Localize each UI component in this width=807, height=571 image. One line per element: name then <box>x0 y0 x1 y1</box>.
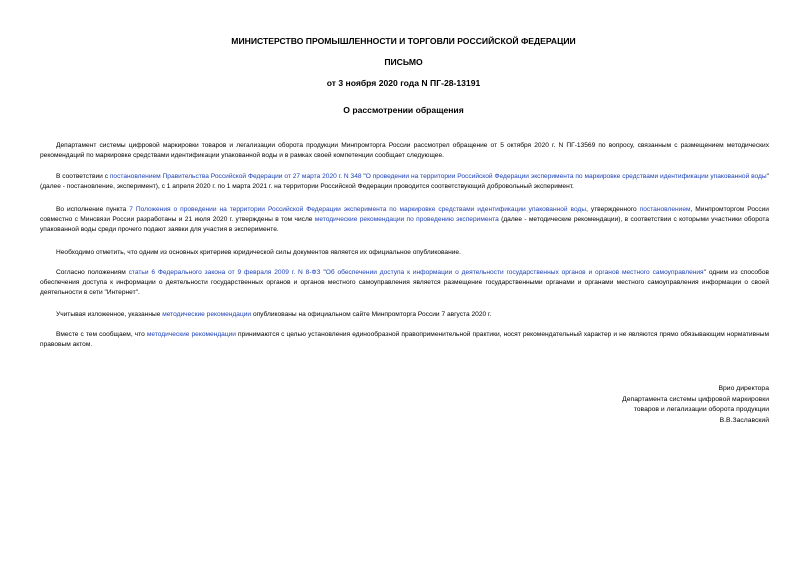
paragraph-text: В соответствии с <box>56 173 110 180</box>
paragraph-text: " <box>361 173 366 180</box>
signatory-department: Департамента системы цифровой маркировки <box>622 395 769 403</box>
link-methodical-recommendations[interactable]: методические рекомендации <box>146 331 236 338</box>
signatory-name: В.В.Заславский <box>719 416 769 424</box>
signatory-position: Врио директора <box>718 385 769 392</box>
paragraph-text: Учитывая изложенное, указанные <box>56 311 163 318</box>
paragraph-text: Согласно положениям <box>56 269 129 276</box>
link-federal-law-title[interactable]: Об обеспечении доступа к информации о деятельности государственных органов и органов местного самоуправления <box>325 269 704 276</box>
paragraph-text: " <box>320 269 326 276</box>
paragraph-text: " (далее - постановление, эксперимент), с 1 апреля 2020 г. по 1 марта 2021 г. на территории Российской Федерации проводится соответствующий добровольный эксперимент. <box>40 173 769 190</box>
signature-block <box>469 384 769 426</box>
paragraph-2 <box>40 172 769 192</box>
paragraph-3 <box>40 205 769 235</box>
paragraph-text: , Минпромторгом России совместно с Минсвязи России разработаны и 21 июля 2020 г. утверждены в том числе <box>40 206 769 223</box>
link-federal-law-article-6[interactable]: статьи 6 Федерального закона от 9 февраля 2009 г. N 8-ФЗ <box>128 269 321 276</box>
paragraph-7 <box>40 330 769 350</box>
paragraph-text: Необходимо отметить, что одним из основных критериев юридической силы документов является их официальное опубликование. <box>56 249 461 256</box>
document-subject: О рассмотрении обращения <box>343 105 464 115</box>
document-type: ПИСЬМО <box>384 57 423 67</box>
paragraph-text: (далее - методические рекомендации), в соответствии с которыми участники оборота упакованной воды среди прочего подают заявки для участия в эксперименте. <box>40 216 769 233</box>
link-regulation-point-7[interactable]: 7 Положения о проведении на территории Российской Федерации эксперимента по маркировке средствами идентификации упакованной воды <box>129 206 587 213</box>
link-decree[interactable]: постановлением <box>639 206 691 213</box>
link-methodical-recommendations[interactable]: методические рекомендации по проведению эксперимента <box>314 216 499 223</box>
link-government-decree-348[interactable]: постановлением Правительства Российской Федерации от 27 марта 2020 г. N 348 <box>109 173 362 180</box>
paragraph-6 <box>40 310 769 320</box>
ministry-heading: МИНИСТЕРСТВО ПРОМЫШЛЕННОСТИ И ТОРГОВЛИ РОССИЙСКОЙ ФЕДЕРАЦИИ <box>231 36 576 46</box>
paragraph-text: опубликованы на официальном сайте Минпромторга России 7 августа 2020 г. <box>251 311 492 318</box>
paragraph-1 <box>40 141 769 161</box>
paragraph-5 <box>40 268 769 298</box>
paragraph-text: " одним из способов обеспечения доступа к информации о деятельности государственных органов и органов местного самоуправления является размещение государственными органами и органами местного самоуправления информации о своей деятельности в сети "Интернет". <box>40 269 769 296</box>
paragraph-4 <box>40 248 769 258</box>
paragraph-text: принимаются с целью установления единообразной правоприменительной практики, носят рекомендательный характер и не являются прямо обязывающим нормативным правовым актом. <box>40 331 769 348</box>
link-methodical-recommendations[interactable]: методические рекомендации <box>162 311 252 318</box>
document-date-number: от 3 ноября 2020 года N ПГ-28-13191 <box>326 78 481 88</box>
paragraph-text: Во исполнение пункта <box>56 206 130 213</box>
paragraph-text: Вместе с тем сообщаем, что <box>56 331 147 338</box>
paragraph-text: Департамент системы цифровой маркировки товаров и легализации оборота продукции Минпромторга России рассмотрел обращение от 5 октября 2020 г. N ПГ-13569 по вопросу, связанным с размещением методических рекомендаций по маркировке средствами идентификации упакованной воды и в рамках своей компетенции сообщает следующее. <box>40 142 769 159</box>
paragraph-text: , утвержденного <box>586 206 640 213</box>
link-experiment-title[interactable]: О проведении на территории Российской Федерации эксперимента по маркировке средствами идентификации упакованной воды <box>365 173 767 180</box>
signatory-department-cont: товаров и легализации оборота продукции <box>633 406 769 413</box>
